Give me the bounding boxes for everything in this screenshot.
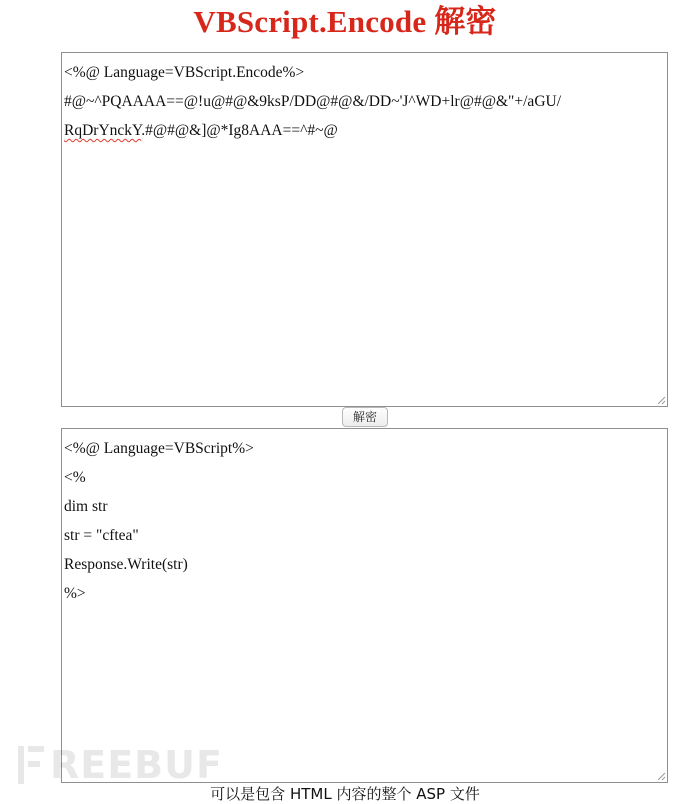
decoded-line: <% [64, 469, 86, 486]
resize-grip-icon[interactable] [656, 771, 666, 781]
decoded-line: str = "cftea" [64, 527, 139, 544]
decoded-line: Response.Write(str) [64, 556, 188, 573]
decoded-line: %> [64, 585, 86, 602]
footer-note: 可以是包含 HTML 内容的整个 ASP 文件 [210, 785, 480, 803]
encoded-line: <%@ Language=VBScript.Encode%> [64, 64, 305, 81]
spellcheck-flagged-word: RqDrYnckY [64, 122, 142, 139]
decoded-output-textarea[interactable] [61, 428, 668, 783]
page-title: VBScript.Encode 解密 [193, 4, 497, 39]
encoded-line: #@~^PQAAAA==@!u@#@&9ksP/DD@#@&/DD~'J^WD+lr@#@&"+/aGU/ [64, 93, 562, 110]
decoded-line: <%@ Language=VBScript%> [64, 440, 254, 457]
watermark-text: REEBUF [50, 743, 223, 787]
freebuf-watermark [16, 742, 223, 788]
encoded-line [64, 116, 665, 145]
decoded-line: dim str [64, 498, 108, 515]
freebuf-logo-icon [16, 744, 46, 786]
encoded-line-rest: .#@#@&]@*Ig8AAA==^#~@ [141, 122, 338, 139]
encoded-input-textarea[interactable] [61, 52, 668, 407]
decode-button[interactable]: 解密 [342, 407, 388, 427]
resize-grip-icon[interactable] [656, 395, 666, 405]
